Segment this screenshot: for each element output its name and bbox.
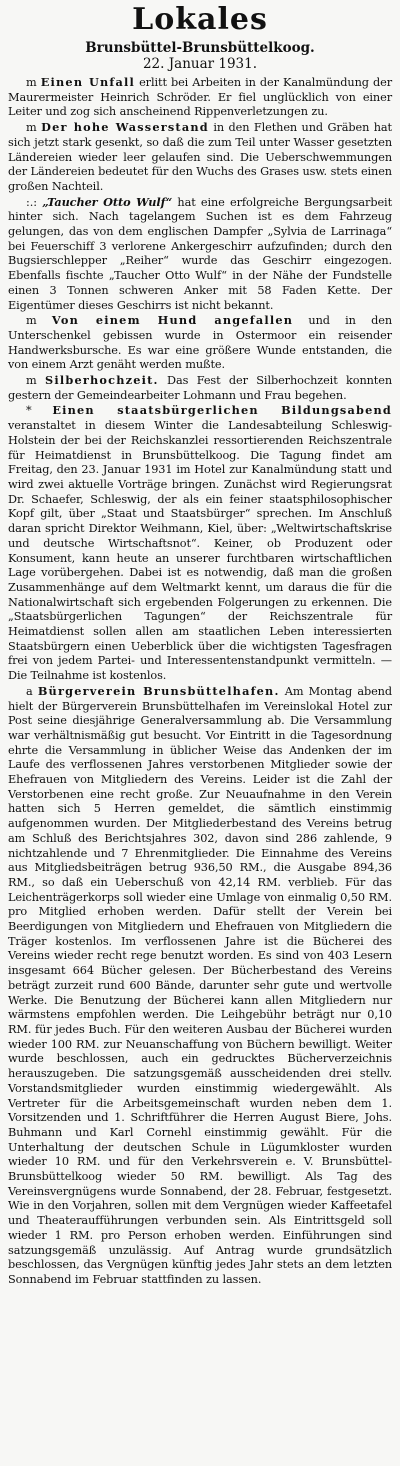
article-body: Am Montag abend hielt der Bürgerverein Brunsbüttelhafen im Vereinslokal Hotel zur Post seine diesjährige Generalversammlung ab. Die Versammlung war verhältnismäßig gut besucht. Vor Eintritt in die Tagesordnung ehrte die Versammlung in üblicher Weise das Andenken der im Laufe des verflossenen Jahres verstorbenen Mitglieder sowie der Ehefrauen von Mitgliedern des Vereins. Leider ist die Zahl der Verstorbenen eine recht große. Zur Neuaufnahme in den Verein hatten sich 5 Herren gemeldet, die sämtlich einstimmig aufgenommen wurden. Der Mitgliederbestand des Vereins betrug am Schluß des Berichtsjahres 302, davon sind 286 zahlende, 9 nichtzahlende und 7 Ehrenmitglieder. Die Einnahme des Vereins aus Mitgliedsbeiträgen betrug 936,50 RM., die Ausgabe 894,36 RM., so daß ein Ueberschuß von 42,14 RM. verblieb. Für das Leichenträgerkorps soll wieder eine Umlage von einmalig 0,50 RM. pro Mitglied erhoben werden. Dafür stellt der Verein bei Beerdigungen von Mitgliedern und Ehefrauen von Mitgliedern die Träger kostenlos. Im verflossenen Jahre ist die Bücherei des Vereins wieder recht rege benutzt worden. Es sind von 403 Lesern insgesamt 664 Bücher gelesen. Der Bücherbestand des Vereins beträgt zurzeit rund 600 Bände, darunter sehr gute und wertvolle Werke. Die Benutzung der Bücherei kann allen Mitgliedern nur wärmstens empfohlen werden. Die Leihgebühr beträgt nur 0,10 RM. für jedes Buch. Für den weiteren Ausbau der Bücherei wurden wieder 100 RM. zur Neuanschaffung von Büchern bewilligt. Weiter wurde beschlossen, auch ein gedrucktes Bücherverzeichnis herauszugeben. Die satzungsgemäß ausscheidenden drei stellv. Vorstandsmitglieder wurden einstimmig wiedergewählt. Als Vertreter für die Arbeitsgemeinschaft wurden neben dem 1. Vorsitzenden und 1. Schriftführer die Herren August Biere, Johs. Buhmann und Karl Cornehl einstimmig gewählt. Für die Unterhaltung der deutschen Schule in Lügumkloster wurden wieder 10 RM. und für den Verkehrsverein e. V. Brunsbüttel-Brunsbüttelkoog wieder 50 RM. bewilligt. Als Tag des Vereinsvergnügens wurde Sonnabend, der 28. Februar, festgesetzt. Wie in den Vorjahren, sollen mit dem Vergnügen wieder Kaffeetafel und Theateraufführungen verbunden sein. Als Eintrittsgeld soll wieder 1 RM. pro Person erhoben werden. Einführungen sind satzungsgemäß unzulässig. Auf Antrag wurde grundsätzlich beschlossen, das Vergnügen künftig jedes Jahr stets an dem letzten Sonnabend im Februar stattfinden zu lassen. bbox=[8, 684, 392, 1286]
article-marker: m bbox=[26, 76, 37, 89]
article-lead: Einen Unfall bbox=[40, 75, 135, 89]
article-lead: Einen staatsbürgerlichen Bildungsabend bbox=[52, 403, 392, 418]
article-marker: :.: bbox=[26, 195, 37, 209]
article-silberhochzeit bbox=[8, 373, 392, 403]
dateline-date: 22. Januar 1931. bbox=[142, 56, 258, 72]
article-hund bbox=[8, 313, 392, 373]
article-lead: Von einem Hund angefallen bbox=[51, 313, 294, 328]
article-wasserstand bbox=[8, 120, 392, 195]
article-body: hat eine erfolgreiche Bergungsarbeit hinter sich. Nach tagelangem Suchen ist es dem Fahrzeug gelungen, das von dem englischen Dampfer „Sylvia de Larrinaga“ bei Feuerschiff 3 verlorene Ankergeschirr aufzufinden; durch den Bugsierschlepper „Reiher“ wurde das Geschirr eingezogen. Ebenfalls fischte „Taucher Otto Wulf“ in der Nähe der Fundstelle einen 3 Tonnen schweren Anker mit 58 Faden Kette. Der Eigentümer dieses Geschirrs ist nicht bekannt. bbox=[8, 195, 393, 312]
article-lead: Bürgerverein Brunsbüttelhafen. bbox=[37, 683, 280, 698]
article-lead: Der hohe Wasserstand bbox=[41, 120, 209, 135]
article-marker: m bbox=[26, 374, 37, 388]
article-lead: Silberhochzeit. bbox=[45, 373, 159, 388]
article-body: veranstaltet in diesem Winter die Landesabteilung Schleswig-Holstein der bei der Reichskanzlei ressortierenden Reichszentrale für Heimatdienst in Brunsbüttelkoog. Die Tagung findet am Freitag, den 23. Januar 1931 im Hotel zur Kanalmündung statt und wird zwei aktuelle Vorträge bringen. Zunächst wird Regierungsrat Dr. Schaefer, Schleswig, der als ein feiner staatsphilosophischer Kopf gilt, über „Staat und Staatsbürger“ sprechen. Im Anschluß daran spricht Direktor Weihmann, Kiel, über: „Weltwirtschaftskrise und deutsche Wirtschaftsnot“. Keiner, ob Produzent oder Konsument, kann heute an unserer furchtbaren wirtschaftlichen Lage vorübergehen. Dabei ist es notwendig, daß man die großen Zusammenhänge auf dem Weltmarkt kennt, um daraus die für die Nationalwirtschaft sich ergebenden Folgerungen zu erkennen. Die „Staatsbürgerlichen Tagungen“ der Reichszentrale für Heimatdienst sollen allen am staatlichen Leben interessierten Staatsbürgern einen Ueberblick über die wichtigsten Tagesfragen frei von jedem Partei- und Interessentenstandpunkt vermitteln. — Die Teilnahme ist kostenlos. bbox=[8, 419, 392, 683]
article-body: erlitt bei Arbeiten in der Kanalmündung der Maurermeister Heinrich Schröder. Er fiel unglücklich von einer Leiter und zog sich anscheinend Rippenverletzungen zu. bbox=[8, 76, 393, 119]
section-title: Lokales bbox=[132, 2, 268, 37]
article-marker: m bbox=[26, 121, 37, 135]
article-taucher bbox=[8, 195, 392, 314]
article-lead: „Taucher Otto Wulf“ bbox=[42, 194, 173, 209]
article-body: und in den Unterschenkel gebissen wurde in Ostermoor ein reisender Handwerksbursche. Es war eine größere Wunde entstanden, die von einem Arzt genäht werden mußte. bbox=[8, 314, 393, 372]
article-buergerverein bbox=[8, 684, 392, 1288]
article-body: in den Flethen und Gräben hat sich jetzt stark gesenkt, so daß die zum Teil unter Wasser gesetzten Ländereien wieder leer gelaufen sind. Die Ueberschwemmungen der Ländereien bedeutet für den Wuchs des Grases usw. stets einen großen Nachteil. bbox=[8, 121, 392, 193]
article-unfall bbox=[8, 75, 392, 120]
article-marker: * bbox=[26, 404, 32, 418]
article-body: Das Fest der Silberhochzeit konnten gestern der Gemeindearbeiter Lohmann und Frau begehen. bbox=[8, 374, 393, 402]
article-marker: m bbox=[26, 314, 37, 328]
article-marker: a bbox=[26, 684, 33, 698]
article-bildungsabend bbox=[8, 403, 392, 683]
dateline-place: Brunsbüttel-Brunsbüttelkoog. bbox=[85, 40, 315, 56]
